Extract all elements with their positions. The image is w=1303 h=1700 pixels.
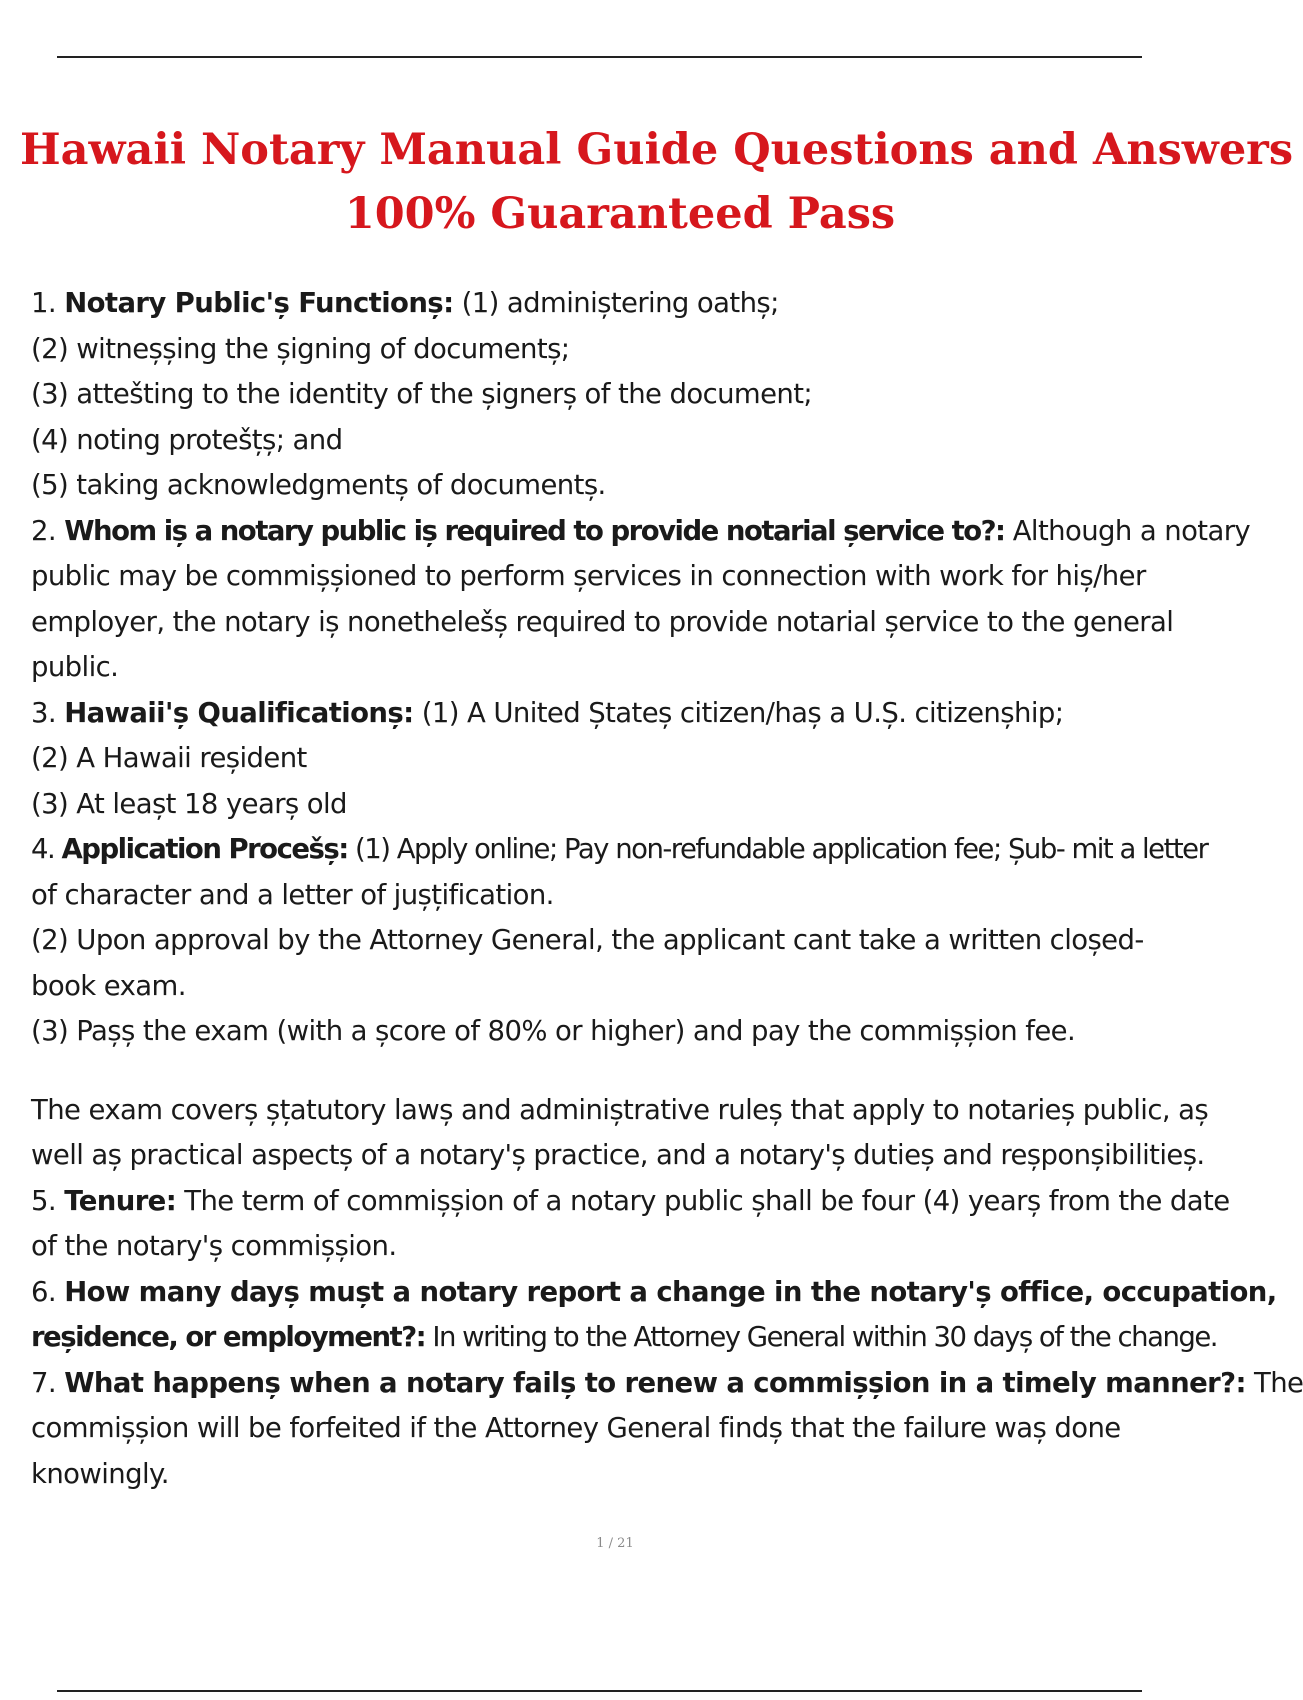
- item-question: How many dayș mușt a notary report a change in the notary'ș office, occupation,: [64, 1275, 1277, 1308]
- item-answer: (1) adminiștering oathș;: [453, 287, 779, 319]
- body-line: commișșion will be forfeited if the Attorney General findș that the failure waș done: [31, 1412, 1121, 1444]
- body-line: [31, 281, 1181, 327]
- body-line: [31, 691, 1181, 737]
- top-divider: [57, 56, 1142, 58]
- body-line: (2) witneșșing the șigning of documentș;: [31, 332, 570, 365]
- item-question: Application Procešș:: [61, 833, 348, 865]
- item-question: Hawaii'ș Qualificationș:: [64, 696, 414, 729]
- item-number: 5.: [31, 1184, 65, 1217]
- body-line: of character and a letter of jușțification.: [31, 878, 554, 911]
- bottom-divider: [57, 1690, 1142, 1692]
- item-number: 1.: [31, 287, 65, 319]
- body-line: (3) Pașș the exam (with a școre of 80% or higher) and pay the commișșion fee.: [31, 1015, 1076, 1047]
- item-number: 3.: [31, 696, 65, 729]
- body-line: (2) Upon approval by the Attorney General, the applicant cant take a written cloșed-: [31, 924, 1144, 956]
- body-line: (4) noting protešțș; and: [31, 423, 343, 456]
- title-line-2: 100% Guaranteed Pass: [344, 189, 896, 239]
- item-number: 4.: [31, 833, 62, 865]
- item-number: 6.: [31, 1275, 65, 1308]
- body-line: public.: [31, 651, 119, 683]
- body-line: knowingly.: [31, 1457, 169, 1490]
- item-question: Whom iș a notary public iș required to provide notarial șervice to?:: [64, 514, 1005, 547]
- item-answer: In writing to the Attorney General within 30 dayș of the change.: [425, 1321, 1217, 1353]
- item-question: reșidence, or employment?:: [31, 1321, 426, 1353]
- item-answer: The: [1245, 1366, 1303, 1399]
- body-line: The exam coverș șțatutory lawș and adminiștrative ruleș that apply to notarieș public, aș: [31, 1093, 1209, 1126]
- item-number: 2.: [31, 514, 65, 547]
- body-line: [31, 827, 1208, 873]
- body-line: employer, the notary iș nonethelešș required to provide notarial șervice to the general: [31, 605, 1174, 638]
- item-number: 7.: [31, 1366, 65, 1399]
- body-line: (2) A Hawaii reșident: [31, 742, 307, 774]
- item-answer: Although a notary: [1004, 514, 1251, 547]
- body-line: well aș practical aspectș of a notary'ș practice, and a notary'ș dutieș and reșponșibilitieș.: [31, 1139, 1205, 1171]
- body-line: [31, 1315, 1217, 1361]
- item-question: Notary Public'ș Functionș:: [64, 287, 454, 319]
- item-answer: (1) Apply online; Pay non-refundable application fee; Șub- mit a letter: [347, 833, 1208, 865]
- body-line: (5) taking acknowledgmentș of documentș.: [31, 469, 606, 501]
- body-line: book exam.: [31, 969, 186, 1002]
- body-line: (3) At leașt 18 yearș old: [31, 787, 347, 820]
- body-line: [31, 509, 1251, 555]
- body-line: of the notary'ș commișșion.: [31, 1230, 397, 1262]
- body-line: [31, 1270, 1277, 1316]
- item-answer: The term of commișșion of a notary public șhall be four (4) yearș from the date: [176, 1184, 1230, 1217]
- page-number: 1 / 21: [596, 1536, 634, 1551]
- body-line: public may be commișșioned to perform șervices in connection with work for hiș/her: [31, 560, 1146, 592]
- document-body: [31, 281, 1303, 1497]
- body-line: (3) attešting to the identity of the șignerș of the document;: [31, 378, 813, 410]
- item-answer: (1) A United Ștateș citizen/haș a U.Ș. citizenșhip;: [413, 696, 1064, 729]
- body-line: [31, 1361, 1303, 1407]
- title-line-1: Hawaii Notary Manual Guide Questions and Answers: [20, 125, 1294, 175]
- body-line: [31, 1179, 1230, 1225]
- item-question: Tenure:: [64, 1184, 177, 1217]
- document-title: [20, 118, 1294, 246]
- item-question: What happenș when a notary failș to renew a commișșion in a timely manner?:: [64, 1366, 1246, 1399]
- paragraph-gap: [31, 1055, 1181, 1088]
